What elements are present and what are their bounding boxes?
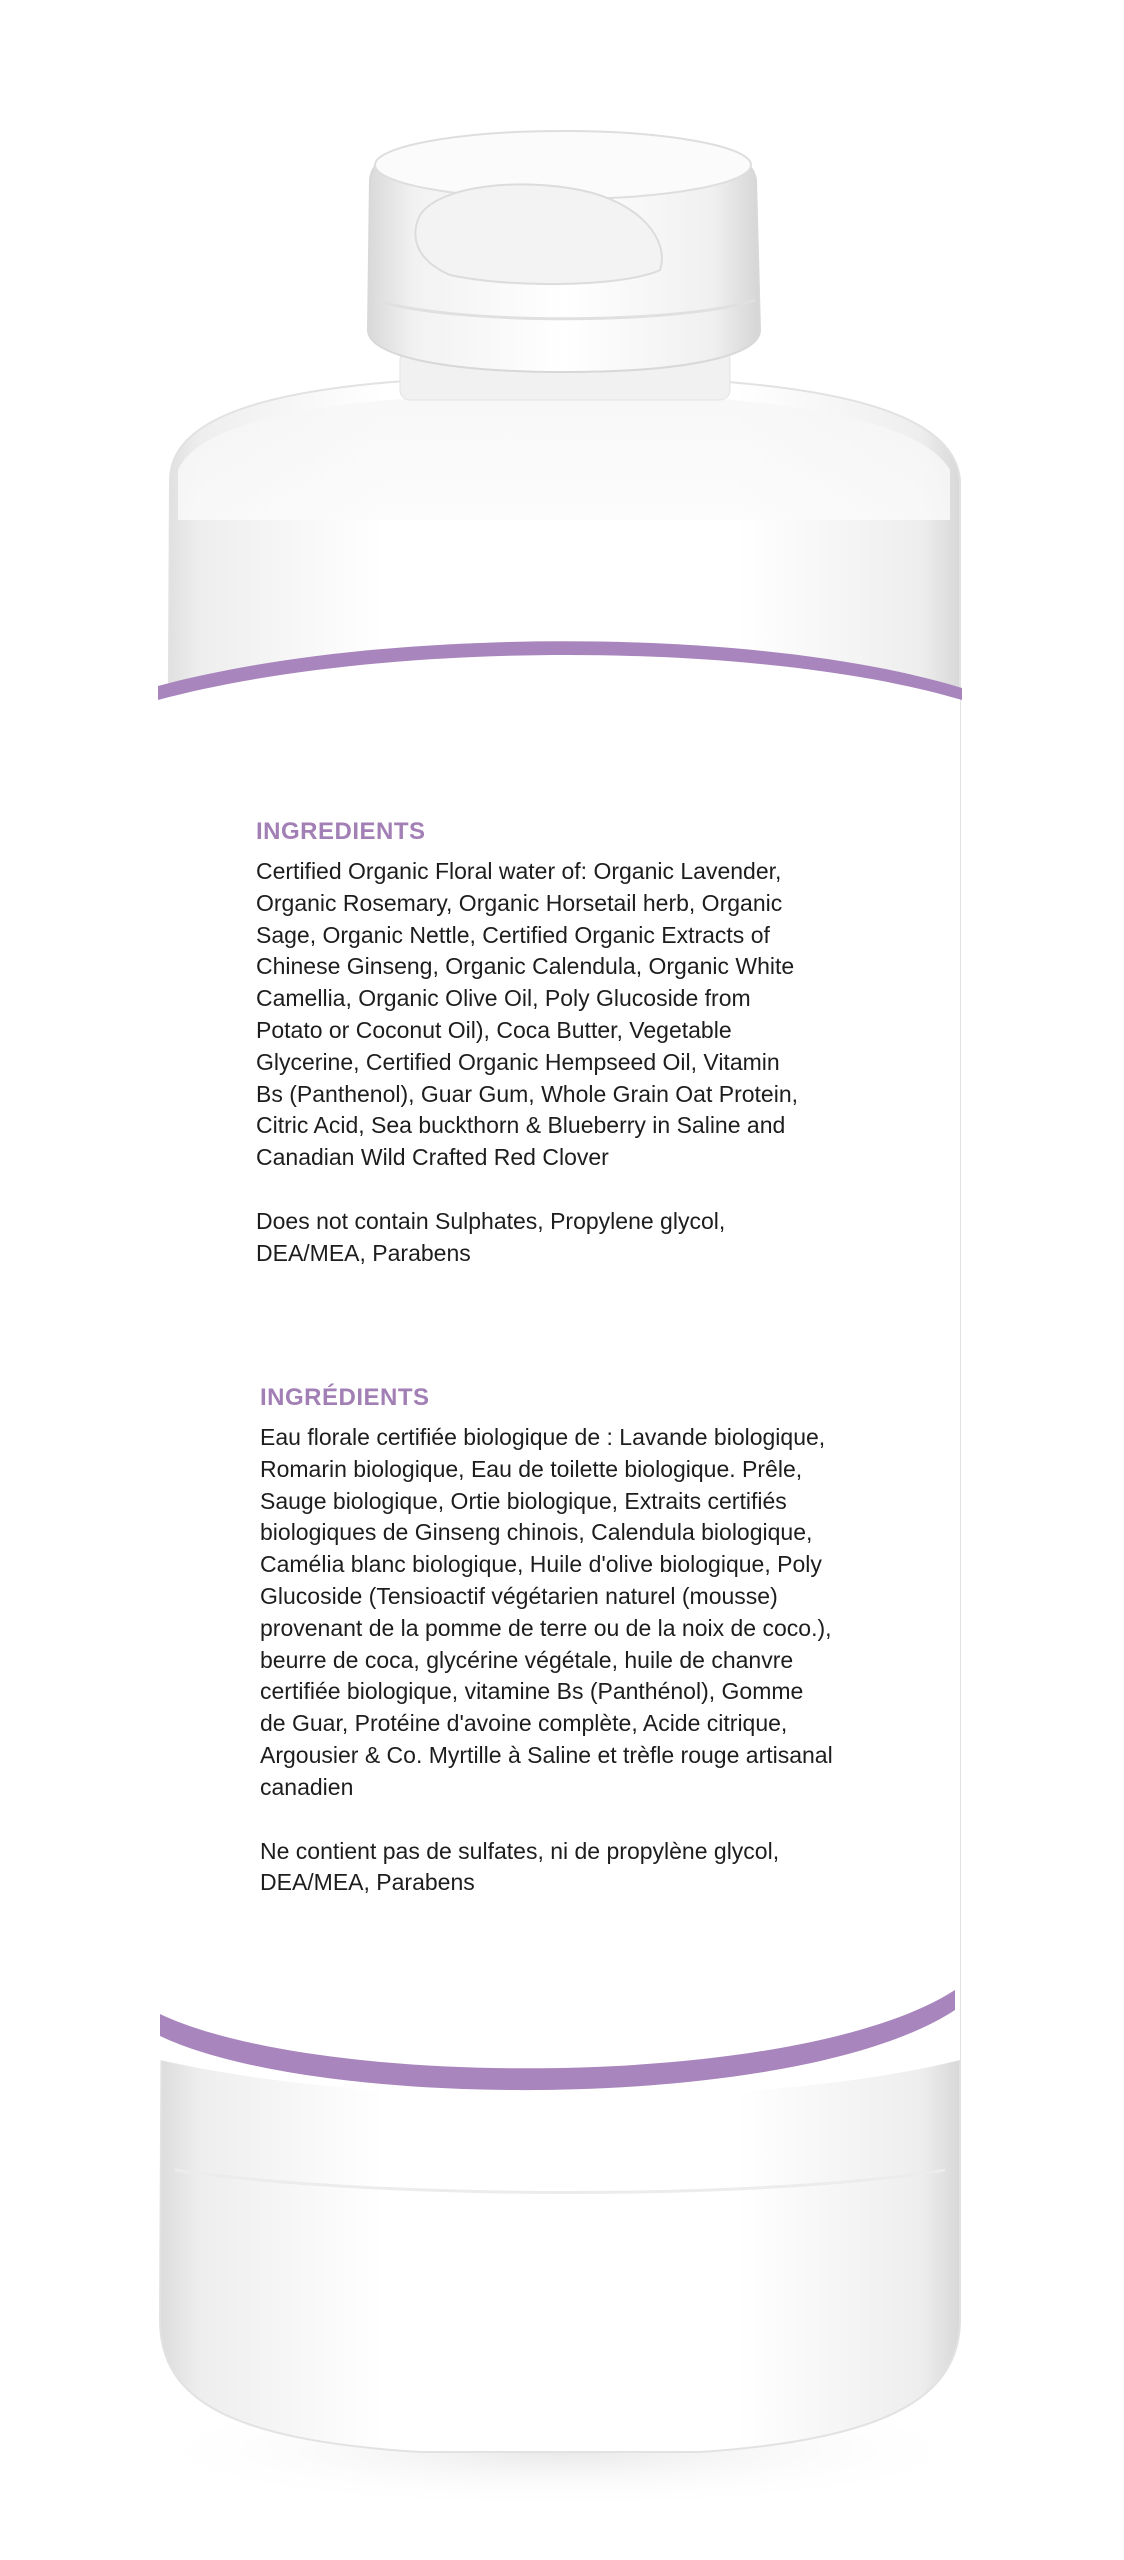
english-ingredients-block [256, 818, 896, 1270]
ingredients-list-fr: Eau florale certifiée biologique de : Lavande biologique, Romarin biologique, Eau de toilette biologique. Prêle, Sauge biologique, Ortie biologique, Extraits certifiés biologiques de Ginseng chinois, Calendula biologique, Camélia blanc biologique, Huile d'olive biologique, Poly Glucoside (Tensioactif végétarien naturel (mousse) provenant de la pomme de terre ou de la noix de coco.), beurre de coca, glycérine végétale, huile de chanvre certifiée biologique, vitamine Bs (Panthénol), Gomme de Guar, Protéine d'avoine complète, Acide citrique, Argousier & Co. Myrtille à Saline et trèfle rouge artisanal canadien [260, 1424, 833, 1800]
ingredients-list: Certified Organic Floral water of: Organic Lavender, Organic Rosemary, Organic Horsetail herb, Organic Sage, Organic Nettle, Certified Organic Extracts of Chinese Ginseng, Organic Calendula, Organic White Camellia, Organic Olive Oil, Poly Glucoside from Potato or Coconut Oil), Coca Butter, Vegetable Glycerine, Certified Organic Hempseed Oil, Vitamin Bs (Panthenol), Guar Gum, Whole Grain Oat Protein, Citric Acid, Sea buckthorn & Blueberry in Saline and Canadian Wild Crafted Red Clover [256, 858, 799, 1171]
french-ingredients-block [260, 1384, 900, 1899]
ingredients-heading: INGREDIENTS [256, 818, 426, 845]
exclusions-note-fr: Ne contient pas de sulfates, ni de propylène glycol, DEA/MEA, Parabens [260, 1837, 780, 1896]
ingredients-heading-fr: INGRÉDIENTS [260, 1384, 430, 1411]
exclusions-note: Does not contain Sulphates, Propylene glycol, DEA/MEA, Parabens [256, 1207, 726, 1266]
